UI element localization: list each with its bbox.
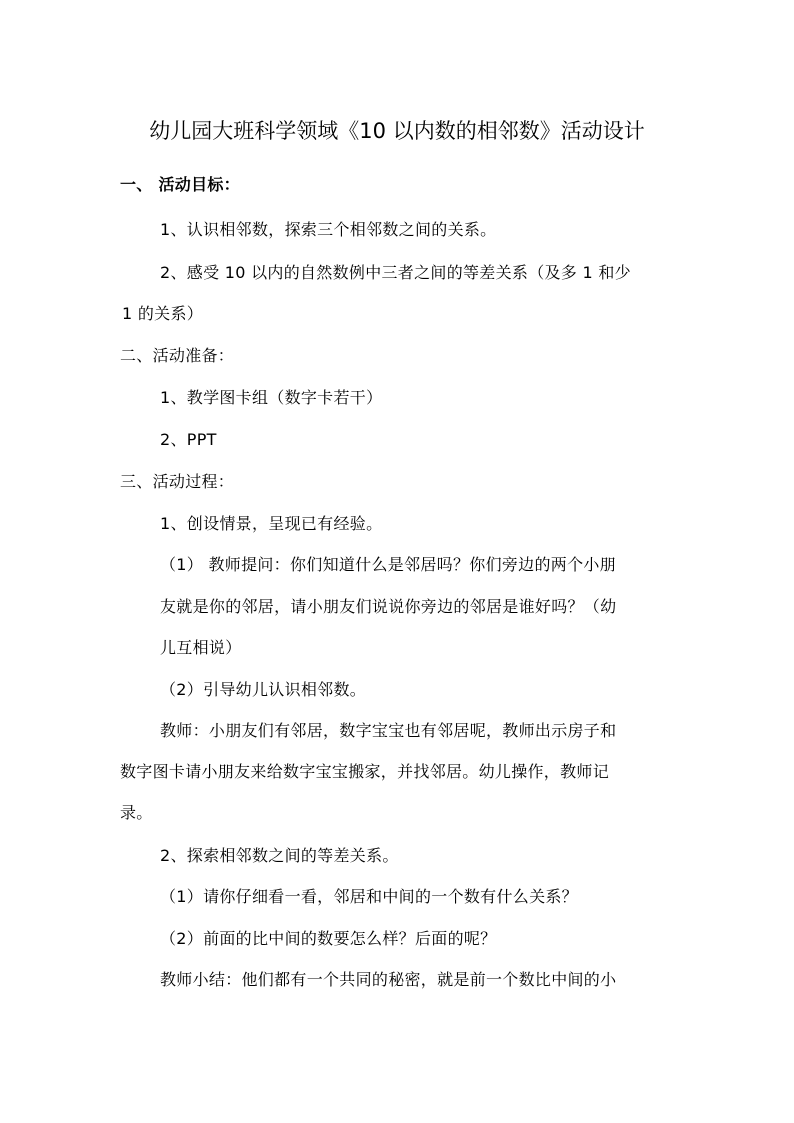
paragraph-line: 1、认识相邻数，探索三个相邻数之间的关系。	[160, 220, 497, 239]
paragraph-line: 教师小结：他们都有一个共同的秘密，就是前一个数比中间的小	[160, 970, 617, 989]
paragraph-line: 1、创设情景，呈现已有经验。	[160, 514, 383, 533]
paragraph-line: 录。	[120, 803, 153, 822]
paragraph-line: 教师：小朋友们有邻居，数字宝宝也有邻居呢，教师出示房子和	[160, 721, 617, 740]
paragraph-line: （2）前面的比中间的数要怎么样？后面的呢？	[160, 929, 497, 948]
document-title: 幼儿园大班科学领域《10 以内数的相邻数》活动设计	[149, 119, 645, 143]
section-heading-preparation: 二、活动准备：	[120, 346, 235, 365]
paragraph-line: 2、感受 10 以内的自然数例中三者之间的等差关系（及多 1 和少	[160, 263, 631, 282]
paragraph-line: 数字图卡请小朋友来给数字宝宝搬家，并找邻居。幼儿操作，教师记	[120, 762, 610, 781]
paragraph-line: （2）引导幼儿认识相邻数。	[160, 680, 367, 699]
paragraph-line: 儿互相说）	[160, 638, 242, 657]
section-heading-process: 三、活动过程：	[120, 472, 235, 491]
paragraph-line: 友就是你的邻居，请小朋友们说说你旁边的邻居是谁好吗？（幼	[160, 597, 617, 616]
paragraph-line: 2、PPT	[160, 430, 217, 449]
section-heading-goals: 一、 活动目标：	[120, 175, 240, 194]
paragraph-line: 2、探索相邻数之间的等差关系。	[160, 846, 399, 865]
paragraph-line: （1）请你仔细看一看，邻居和中间的一个数有什么关系？	[160, 887, 578, 906]
paragraph-line: 1 的关系）	[122, 304, 204, 323]
paragraph-line: （1） 教师提问：你们知道什么是邻居吗？你们旁边的两个小朋	[160, 555, 616, 574]
paragraph-line: 1、教学图卡组（数字卡若干）	[160, 388, 383, 407]
